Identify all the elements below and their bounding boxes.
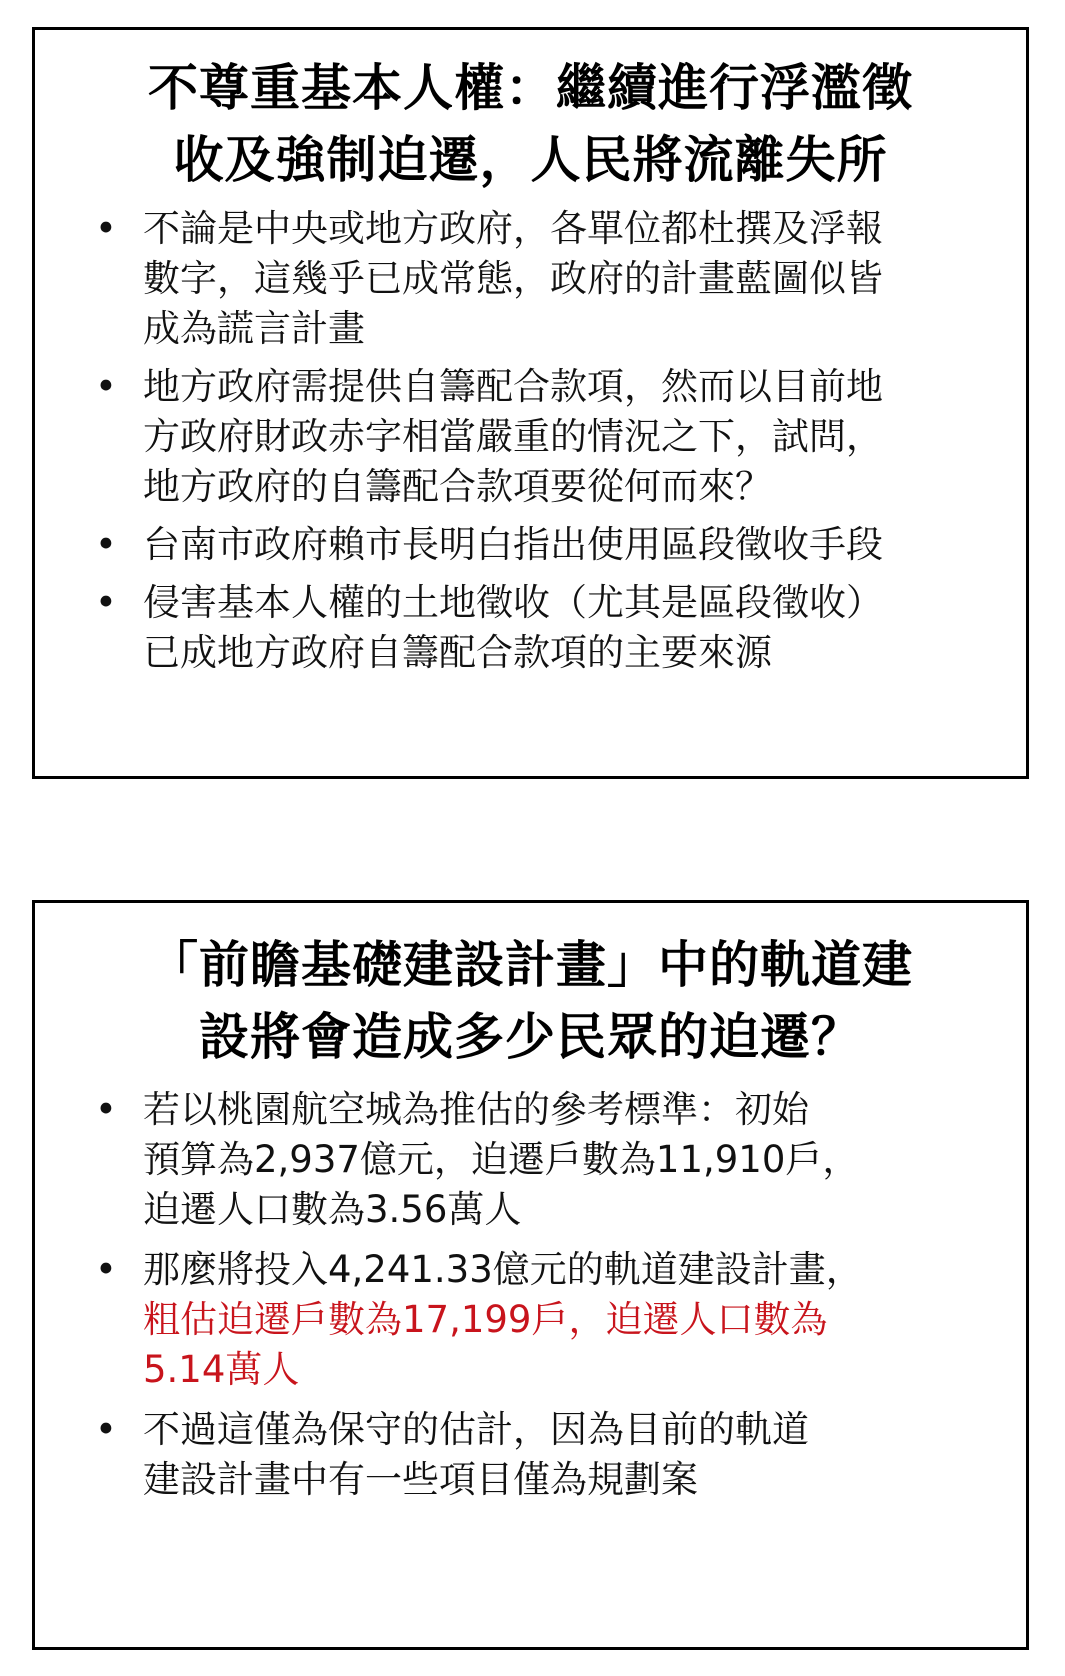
bullet-text: 數字，這幾乎已成常態，政府的計畫藍圖似皆 [143, 257, 883, 300]
bullet-text: 侵害基本人權的土地徵收（尤其是區段徵收） [143, 581, 883, 624]
slide-title [35, 30, 1026, 196]
bullet-icon: • [95, 1248, 117, 1291]
bullet-list [35, 1085, 1026, 1505]
bullet-text-highlight: 粗估迫遷戶數為17,199戶，迫遷人口數為 [143, 1298, 828, 1341]
bullet-text: 預算為2,937億元，迫遷戶數為11,910戶， [143, 1138, 860, 1181]
bullet-item [95, 520, 986, 570]
bullet-icon: • [95, 207, 117, 250]
bullet-item [95, 362, 986, 512]
bullet-text-highlight: 5.14萬人 [143, 1348, 300, 1391]
bullet-icon: • [95, 581, 117, 624]
bullet-item [95, 1405, 986, 1505]
bullet-text: 地方政府需提供自籌配合款項，然而以目前地 [143, 365, 883, 408]
bullet-item [95, 204, 986, 354]
bullet-icon: • [95, 1088, 117, 1131]
bullet-text: 台南市政府賴市長明白指出使用區段徵收手段 [143, 523, 883, 566]
bullet-icon: • [95, 523, 117, 566]
bullet-text: 建設計畫中有一些項目僅為規劃案 [143, 1458, 698, 1501]
title-line: 收及強制迫遷，人民將流離失所 [173, 131, 888, 189]
bullet-item [95, 1085, 986, 1235]
bullet-icon: • [95, 365, 117, 408]
bullet-text: 迫遷人口數為3.56萬人 [143, 1188, 522, 1231]
bullet-text: 已成地方政府自籌配合款項的主要來源 [143, 631, 772, 674]
bullet-item [95, 1245, 986, 1395]
bullet-text: 那麼將投入4,241.33億元的軌道建設計畫， [143, 1248, 863, 1291]
bullet-list [35, 204, 1026, 678]
title-line: 「前瞻基礎建設計畫」中的軌道建 [148, 936, 913, 994]
slide-land-expropriation [32, 27, 1029, 779]
bullet-text: 方政府財政赤字相當嚴重的情況之下，試問， [143, 415, 883, 458]
bullet-text: 地方政府的自籌配合款項要從何而來？ [143, 465, 772, 508]
title-line: 設將會造成多少民眾的迫遷？ [199, 1008, 862, 1066]
bullet-icon: • [95, 1408, 117, 1451]
bullet-text: 若以桃園航空城為推估的參考標準：初始 [143, 1088, 809, 1131]
bullet-item [95, 578, 986, 678]
bullet-text: 不過這僅為保守的估計，因為目前的軌道 [143, 1408, 809, 1451]
title-line: 不尊重基本人權：繼續進行浮濫徵 [148, 59, 913, 117]
slide-title [35, 903, 1026, 1073]
bullet-text: 成為謊言計畫 [143, 307, 365, 350]
slide-rail-displacement [32, 900, 1029, 1650]
bullet-text: 不論是中央或地方政府，各單位都杜撰及浮報 [143, 207, 883, 250]
